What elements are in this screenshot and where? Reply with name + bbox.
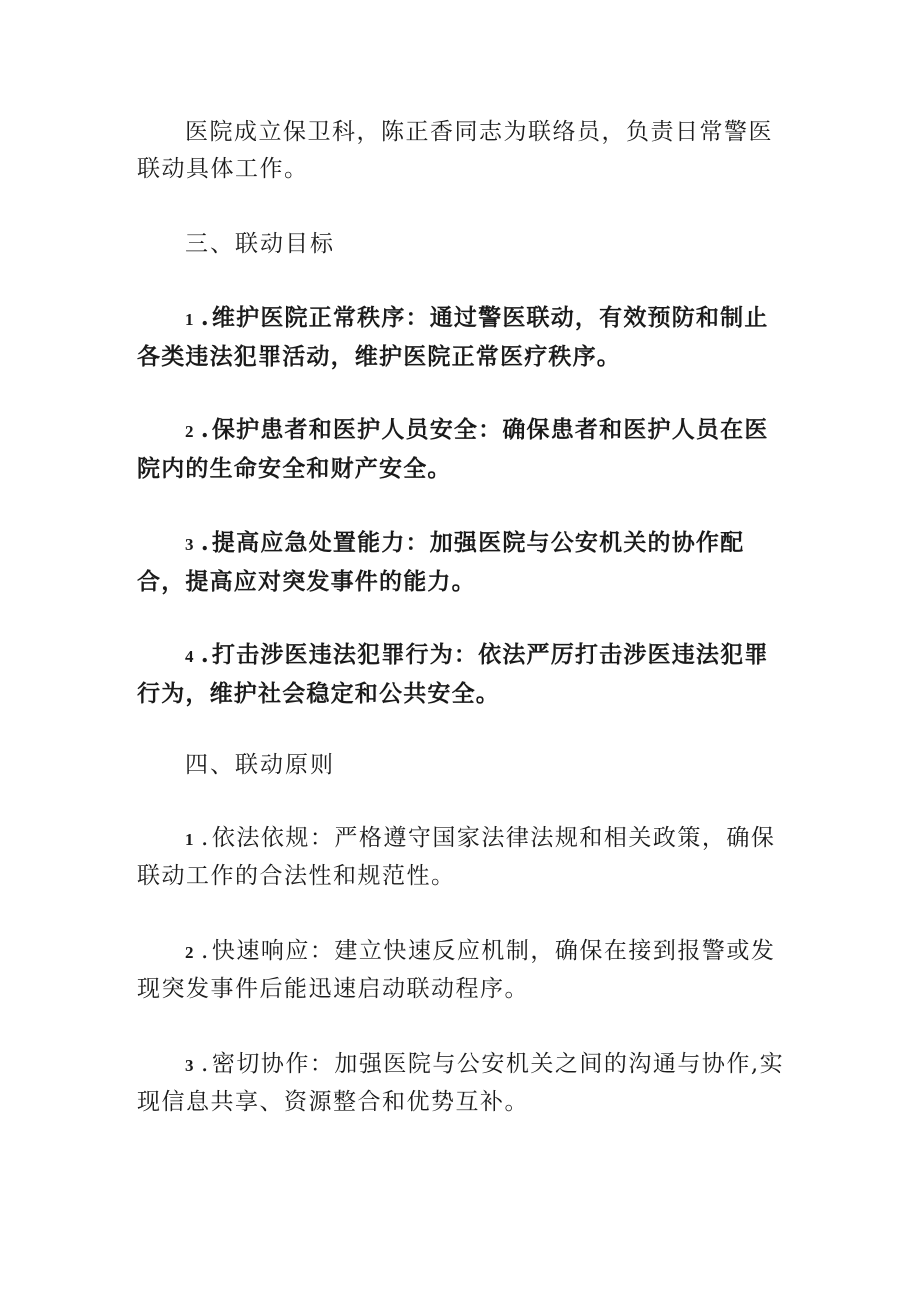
principle-item-1-text: 依法依规：严格遵守国家法律法规和相关政策，确保联动工作的合法性和规范性。 (137, 825, 776, 889)
goal-item-3-text: 提高应急处置能力：加强医院与公安机关的协作配合，提高应对突发事件的能力。 (137, 529, 745, 595)
principle-item-3: 3 .密切协作：加强医院与公安机关之间的沟通与协作,实现信息共享、资源整合和优势互补。 (137, 1051, 785, 1115)
principle-item-2-text: 快速响应：建立快速反应机制，确保在接到报警或发现突发事件后能迅速启动联动程序。 (137, 938, 776, 1002)
principle-item-1-number: 1 (185, 830, 195, 849)
goal-item-4-text: 打击涉医违法犯罪行为：依法严厉打击涉医违法犯罪行为，维护社会稳定和公共安全。 (137, 641, 769, 707)
goal-item-1-text: 维护医院正常秩序：通过警医联动，有效预防和制止各类违法犯罪活动，维护医院正常医疗秩序。 (137, 304, 769, 370)
intro-paragraph: 医院成立保卫科，陈正香同志为联络员，负责日常警医联动具体工作。 (137, 119, 773, 182)
goal-item-1-number: 1 (185, 310, 195, 329)
goal-item-1: 1 .维护医院正常秩序：通过警医联动，有效预防和制止各类违法犯罪活动，维护医院正常医疗秩序。 (137, 304, 769, 370)
goal-item-4-number: 4 (185, 647, 195, 666)
section-4-heading: 四、联动原则 (185, 752, 335, 778)
principle-item-2-number: 2 (185, 943, 195, 962)
goal-item-2-number: 2 (185, 422, 195, 441)
principle-item-2: 2 .快速响应：建立快速反应机制，确保在接到报警或发现突发事件后能迅速启动联动程序。 (137, 938, 776, 1002)
goal-item-3-number: 3 (185, 535, 195, 554)
goal-item-2: 2 .保护患者和医护人员安全：确保患者和医护人员在医院内的生命安全和财产安全。 (137, 416, 769, 482)
principle-item-3-number: 3 (185, 1056, 195, 1075)
principle-item-3-text: 密切协作：加强医院与公安机关之间的沟通与协作,实现信息共享、资源整合和优势互补。 (137, 1051, 785, 1115)
goal-item-3: 3 .提高应急处置能力：加强医院与公安机关的协作配合，提高应对突发事件的能力。 (137, 529, 745, 595)
principle-item-1: 1 .依法依规：严格遵守国家法律法规和相关政策，确保联动工作的合法性和规范性。 (137, 825, 776, 889)
section-3-heading: 三、联动目标 (185, 231, 335, 257)
goal-item-4: 4 .打击涉医违法犯罪行为：依法严厉打击涉医违法犯罪行为，维护社会稳定和公共安全。 (137, 641, 769, 707)
goal-item-2-text: 保护患者和医护人员安全：确保患者和医护人员在医院内的生命安全和财产安全。 (137, 416, 769, 482)
